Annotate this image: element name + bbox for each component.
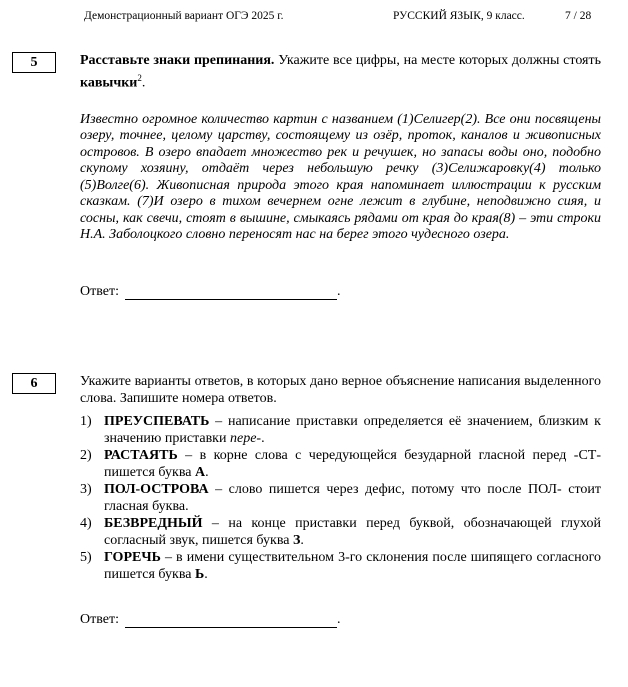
option-1: [80, 414, 601, 447]
option-number: 4): [80, 516, 92, 531]
option-number: 1): [80, 414, 92, 429]
option-4: [80, 516, 601, 549]
option-italic: пере-: [229, 430, 262, 446]
option-letter: А: [194, 464, 206, 480]
option-letter: З: [292, 532, 301, 548]
task-6-number: 6: [12, 373, 56, 394]
task-5-answer-end: .: [336, 284, 341, 299]
task-5-instr-bold2: кавычки: [80, 75, 138, 91]
option-text: – слово пишется через дефис, потому что после ПОЛ- стоит гласная буква.: [104, 482, 601, 514]
option-text: – в имени существительном 3-го склонения после шипящего согласного пишется буква: [104, 550, 601, 582]
option-end: .: [261, 430, 265, 446]
task-6: [80, 374, 601, 584]
option-end: .: [205, 464, 209, 480]
option-number: 3): [80, 482, 92, 497]
option-2: [80, 448, 601, 481]
option-text: – написание приставки определяется её значением, близким к значению приставки: [104, 414, 601, 446]
option-number: 2): [80, 448, 92, 463]
task-5-instruction: [80, 53, 601, 92]
option-word: ПОЛ-ОСТРОВА: [104, 482, 209, 497]
option-word: БЕЗВРЕДНЫЙ: [104, 516, 203, 531]
task-6-options: [80, 414, 601, 583]
option-3: [80, 482, 601, 515]
task-5-instr-bold: Расставьте знаки препинания.: [80, 53, 275, 68]
task-6-answer-end: .: [336, 612, 341, 627]
option-end: .: [204, 566, 208, 582]
option-end: .: [300, 532, 304, 548]
task-5-answer: [80, 284, 340, 300]
task-6-answer-label: Ответ:: [80, 612, 119, 627]
header-subject: РУССКИЙ ЯЗЫК, 9 класс.: [393, 10, 525, 22]
task-5: [80, 53, 601, 244]
task-5-instr-end: .: [141, 75, 146, 91]
option-text: – на конце приставки перед буквой, обозначающей глухой согласный звук, пишется буква: [104, 516, 601, 548]
option-word: ПРЕУСПЕВАТЬ: [104, 414, 210, 429]
task-6-answer-field[interactable]: [125, 615, 337, 628]
header-page-number: 7 / 28: [565, 10, 592, 22]
option-text: – в корне слова с чередующейся безударной гласной перед -СТ- пишется буква: [104, 448, 601, 480]
task-5-footnote-mark: 2: [137, 72, 142, 83]
task-5-instr-text: Укажите все цифры, на месте которых должны стоять: [274, 53, 601, 68]
header-title: Демонстрационный вариант ОГЭ 2025 г.: [84, 10, 284, 22]
option-5: [80, 550, 601, 583]
task-5-answer-field[interactable]: [125, 287, 337, 300]
task-5-number: 5: [12, 52, 56, 73]
option-number: 5): [80, 550, 92, 565]
option-word: ГОРЕЧЬ: [104, 550, 161, 565]
task-5-passage: Известно огромное количество картин с названием (1)Селигер(2). Все они посвящены озеру, точнее, целому царству, состоящему из озёр, проток, каналов и живописных островов. В озеро впадает множество рек и речушек, но запасы воды оно, подобно скупому хозяину, отдаёт через небольшую речку (3)Селижаровку(4) только (5)Волге(6). Живописная природа этого края напоминает иллюстрации к русским сказкам. (7)И озеро в тихом вечернем огне лежит в глубине, неподвижно сияя, и сосны, как свечи, стоят в вышине, смыкаясь рядами от края до края(8) – эти строки Н.А. Заболоцкого словно переносят нас на берег этого чудесного озера.: [80, 111, 601, 243]
task-6-instruction: Укажите варианты ответов, в которых дано верное объяснение написания выделенного слова. Запишите номера ответов.: [80, 374, 601, 406]
task-5-answer-label: Ответ:: [80, 284, 119, 299]
option-word: РАСТАЯТЬ: [104, 448, 178, 463]
option-letter: Ь: [194, 566, 205, 582]
task-6-answer: [80, 612, 340, 628]
